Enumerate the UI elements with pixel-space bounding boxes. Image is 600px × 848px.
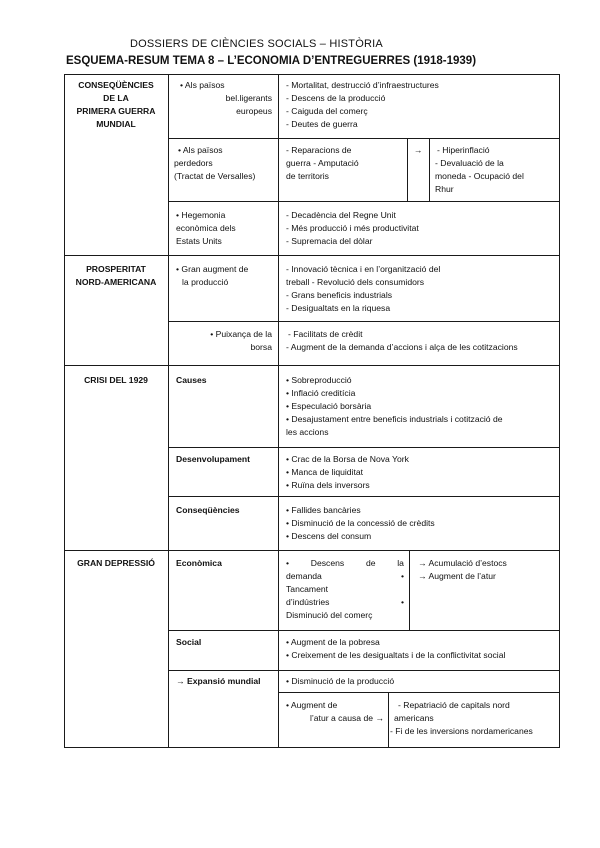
section-divider — [64, 550, 560, 551]
row-label-social: Social — [176, 637, 202, 647]
right-arrow-icon: → — [413, 145, 423, 155]
section-title-us-prosperity: PROSPERITAT NORD-AMERICANA — [75, 264, 157, 287]
us-hegemony-items: - Decadència del Regne Unit - Més producció i més productivitat - Supremacia del dòlar — [286, 210, 419, 246]
row-label-development: Desenvolupament — [176, 454, 251, 464]
document-title: ESQUEMA-RESUM TEMA 8 – L’ECONOMIA D’ENTREGUERRES (1918-1939) — [66, 55, 477, 67]
economic-outcomes: → Acumulació d’estocs → Augment de l’atur — [418, 558, 507, 581]
section-divider — [64, 255, 560, 256]
row-label-losers: • Als països perdedors (Tractat de Versalles) — [174, 145, 256, 181]
row-divider — [168, 138, 560, 139]
development-items: • Crac de la Borsa de Nova York • Manca de liquiditat • Ruïna dels inversors — [286, 454, 409, 490]
losers-consequences: - Hiperinflació - Devaluació de la moneda - Ocupació del Rhur — [435, 145, 524, 194]
section-title-ww1: CONSEQÜÈNCIES DE LA PRIMERA GUERRA MUNDIAL — [76, 80, 156, 129]
table-border-left — [64, 74, 65, 748]
table-border-right — [559, 74, 560, 748]
row-label-consequences: Conseqüències — [176, 505, 240, 515]
row-divider — [168, 496, 560, 497]
economic-effects: • Descens de la demanda • Tancament d’indústries • Disminució del comerç — [286, 558, 404, 620]
row-divider — [168, 670, 560, 671]
global-production-drop: • Disminució de la producció — [286, 676, 395, 686]
table-border-bottom — [64, 747, 560, 748]
belligerents-items: - Mortalitat, destrucció d’infraestructures - Descens de la producció - Caiguda del comerç - Deutes de guerra — [286, 80, 439, 129]
row-label-causes: Causes — [176, 375, 207, 385]
row-divider — [278, 692, 560, 693]
column-divider — [409, 551, 410, 630]
production-items: - Innovació tècnica i en l’organització del treball - Revolució dels consumidors - Grans beneficis industrials - Desigualtats en la riquesa — [286, 264, 441, 313]
column-divider — [278, 74, 279, 748]
column-divider — [429, 139, 430, 201]
row-divider — [168, 447, 560, 448]
row-label-production: • Gran augment de la producció — [176, 264, 249, 287]
unemployment-causes-list: - Repatriació de capitals nord americans - Fi de les inversions nordamericanes — [390, 700, 533, 736]
column-divider — [388, 693, 389, 747]
row-divider — [168, 630, 560, 631]
losers-reparations: - Reparacions de guerra - Amputació de territoris — [286, 145, 359, 181]
section-title-great-depression: GRAN DEPRESSIÓ — [77, 558, 155, 568]
social-items: • Augment de la pobresa • Creixement de les desigualtats i de la conflictivitat social — [286, 637, 506, 660]
stock-boom-items: - Facilitats de crèdit - Augment de la demanda d’accions i alça de les cotitzacions — [286, 329, 518, 352]
row-label-global-expansion: → Expansió mundial — [176, 676, 261, 686]
row-label-belligerents: • Als països bel.ligerants europeus — [180, 80, 272, 116]
column-divider — [168, 74, 169, 748]
unemployment-cause: • Augment de l’atur a causa de → — [286, 700, 384, 723]
row-label-us-hegemony: • Hegemonia econòmica dels Estats Units — [176, 210, 236, 246]
row-label-economic: Econòmica — [176, 558, 222, 568]
row-label-stock-boom: • Puixança de la borsa — [210, 329, 272, 352]
document-series-title: DOSSIERS DE CIÈNCIES SOCIALS – HISTÒRIA — [130, 38, 383, 50]
table-border-top — [64, 74, 560, 75]
causes-items: • Sobreproducció • Inflació creditícia • Especulació borsària • Desajustament entre beneficis industrials i cotització de les accions — [286, 375, 503, 437]
section-divider — [64, 365, 560, 366]
row-divider — [168, 201, 560, 202]
section-title-crisis-1929: CRISI DEL 1929 — [84, 375, 148, 385]
summary-table — [64, 74, 560, 748]
row-divider — [168, 321, 560, 322]
consequences-items: • Fallides bancàries • Disminució de la concessió de crèdits • Descens del consum — [286, 505, 435, 541]
